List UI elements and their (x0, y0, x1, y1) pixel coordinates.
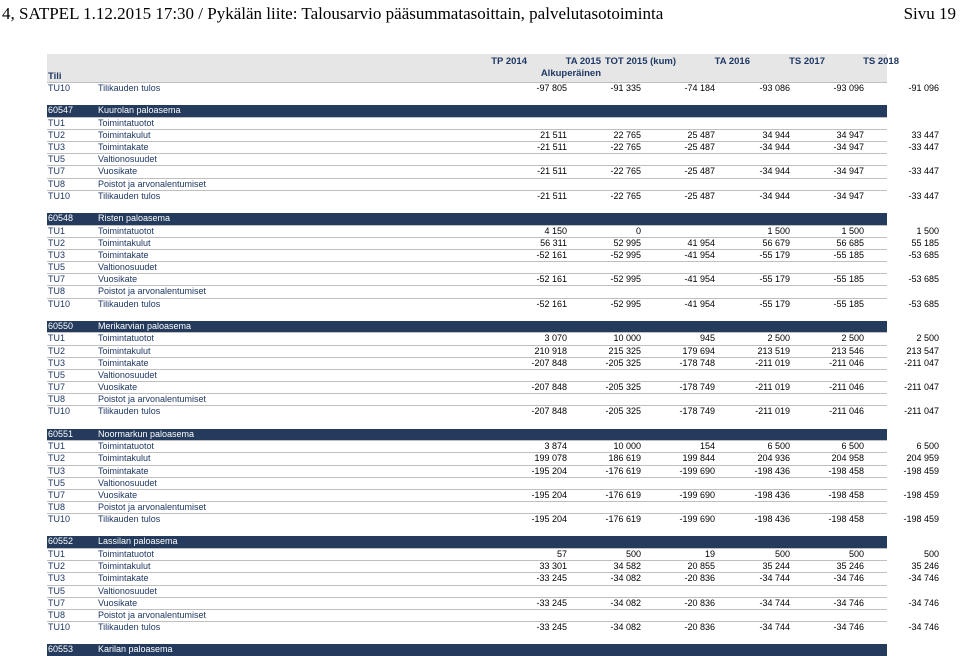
row-label: Poistot ja arvonalentumiset (98, 286, 207, 297)
cell-value: -178 748 (679, 357, 715, 368)
cell-value: 6 500 (916, 441, 939, 452)
table-row (47, 621, 939, 633)
row-label: Toimintakulut (98, 345, 151, 356)
cell-value: -199 690 (679, 489, 715, 500)
table-row (47, 190, 939, 202)
cell-value: -34 746 (833, 573, 864, 584)
section-header (47, 213, 887, 225)
table-row (47, 609, 887, 621)
row-label: Vuosikate (98, 382, 138, 393)
row-label: Tilikauden tulos (98, 190, 161, 201)
row-code: TU10 (48, 514, 71, 525)
cell-value: -211 019 (755, 382, 790, 393)
cell-value: -52 995 (610, 249, 641, 260)
row-code: TU7 (48, 166, 66, 177)
cell-value: -211 019 (755, 406, 790, 417)
cell-value: -25 487 (684, 190, 715, 201)
cell-value: 56 311 (540, 237, 567, 248)
row-code: TU2 (48, 453, 66, 464)
cell-value: 213 519 (757, 345, 790, 356)
cell-value: -34 744 (759, 622, 790, 633)
table-row (47, 572, 939, 584)
table-row (47, 298, 939, 310)
cell-value: -55 179 (759, 298, 790, 309)
table-row (47, 369, 887, 381)
section-code: 60548 (48, 213, 74, 223)
row-label: Tilikauden tulos (98, 298, 161, 309)
cell-value: 56 679 (762, 237, 790, 248)
cell-value: -211 046 (829, 357, 864, 368)
section-code: 60553 (48, 644, 74, 655)
row-code: TU8 (48, 394, 66, 405)
cell-value: 179 694 (682, 345, 715, 356)
row-code: TU2 (48, 345, 66, 356)
table-row (47, 560, 939, 572)
cell-value: 3 874 (544, 441, 567, 452)
table-row (47, 261, 887, 273)
table-row (47, 381, 939, 393)
row-code: TU3 (48, 142, 66, 153)
row-code: TU7 (48, 274, 66, 285)
cell-value: -195 204 (531, 489, 567, 500)
row-label: Vuosikate (98, 597, 138, 608)
cell-value: 34 944 (762, 129, 790, 140)
row-label: Vuosikate (98, 166, 138, 177)
row-label: Valtionosuudet (98, 262, 157, 273)
row-code: TU10 (48, 190, 71, 201)
cell-value: -198 436 (754, 489, 790, 500)
cell-value: 6 500 (767, 441, 790, 452)
cell-value: 34 947 (836, 129, 864, 140)
section-title: Risten paloasema (98, 213, 171, 223)
cell-value: 500 (625, 548, 641, 559)
row-label: Toimintatuotot (98, 117, 155, 128)
cell-value: -198 436 (754, 465, 790, 476)
row-code: TU7 (48, 382, 66, 393)
section-header (47, 536, 887, 548)
cell-value: -53 685 (908, 274, 939, 285)
table-row (47, 141, 939, 153)
cell-value: -178 749 (679, 382, 715, 393)
row-code: TU2 (48, 129, 66, 140)
row-code: TU10 (48, 406, 71, 417)
cell-value: -52 995 (610, 298, 641, 309)
row-code: TU1 (48, 441, 66, 452)
table-row (47, 489, 939, 501)
cell-value: -34 944 (759, 166, 790, 177)
cell-value: -33 245 (536, 573, 567, 584)
row-label: Poistot ja arvonalentumiset (98, 178, 207, 189)
row-code: TU5 (48, 585, 66, 596)
row-label: Toimintatuotot (98, 548, 155, 559)
page-number: Sivu 19 (903, 4, 956, 23)
section-code: 60552 (48, 536, 74, 547)
cell-value: -52 161 (536, 298, 567, 309)
cell-value: 57 (556, 548, 567, 559)
cell-value: -34 944 (759, 190, 790, 201)
table-row (47, 178, 887, 190)
cell-value: -52 161 (536, 274, 567, 285)
cell-value: 500 (923, 548, 939, 559)
cell-value: -211 047 (904, 382, 939, 393)
cell-value: -34 744 (759, 573, 790, 584)
cell-value: -22 765 (610, 142, 641, 153)
cell-value: 35 246 (911, 561, 939, 572)
cell-value: 33 447 (911, 129, 939, 140)
table-row (47, 405, 939, 417)
row-label: Toimintakate (98, 249, 149, 260)
page-header-title: 4, SATPEL 1.12.2015 17:30 / Pykälän liite: Talousarvio pääsummatasoittain, palvelutasotoiminta (2, 4, 664, 23)
cell-value: -41 954 (684, 249, 715, 260)
table-row (47, 465, 939, 477)
cell-value: -91 096 (908, 83, 939, 93)
table-row (47, 501, 887, 513)
cell-value: 34 582 (613, 561, 641, 572)
row-code: TU5 (48, 262, 66, 273)
section-header (47, 321, 887, 333)
row-label: Poistot ja arvonalentumiset (98, 609, 207, 620)
cell-value: 186 619 (608, 453, 641, 464)
cell-value: -199 690 (679, 465, 715, 476)
cell-value: 56 685 (836, 237, 864, 248)
section-title: Karilan paloasema (98, 644, 173, 655)
table-row (47, 477, 887, 489)
cell-value: 35 246 (836, 561, 864, 572)
cell-value: 55 185 (911, 237, 939, 248)
header-col-ts2018: TS 2018 (863, 56, 899, 67)
cell-value: 154 (699, 441, 715, 452)
table-row (47, 249, 939, 261)
row-code: TU3 (48, 573, 66, 584)
cell-value: 204 936 (757, 453, 790, 464)
cell-value: -55 185 (833, 274, 864, 285)
row-code: TU3 (48, 357, 66, 368)
row-label: Vuosikate (98, 489, 138, 500)
table-header (47, 54, 899, 82)
row-label: Toimintakulut (98, 237, 151, 248)
row-code: TU7 (48, 489, 66, 500)
cell-value: 20 855 (687, 561, 715, 572)
cell-value: -55 185 (833, 249, 864, 260)
cell-value: -20 836 (684, 597, 715, 608)
cell-value: 204 958 (831, 453, 864, 464)
cell-value: -74 184 (684, 83, 715, 93)
row-code: TU7 (48, 597, 66, 608)
cell-value: -34 746 (908, 622, 939, 633)
cell-value: -176 619 (605, 489, 641, 500)
cell-value: -52 161 (536, 249, 567, 260)
table-row (47, 273, 939, 285)
row-code: TU1 (48, 548, 66, 559)
cell-value: 204 959 (906, 453, 939, 464)
cell-value: 213 547 (906, 345, 939, 356)
cell-value: 2 500 (841, 333, 864, 344)
section-title: Noormarkun paloasema (98, 428, 195, 439)
row-code: TU10 (48, 622, 71, 633)
row-code: TU1 (48, 225, 66, 236)
cell-value: 52 995 (613, 237, 641, 248)
row-code: TU3 (48, 465, 66, 476)
row-code: TU10 (48, 298, 71, 309)
row-label: Toimintakulut (98, 129, 151, 140)
cell-value: 25 487 (687, 129, 715, 140)
cell-value: 1 500 (916, 225, 939, 236)
cell-value: -205 325 (605, 382, 641, 393)
page-header (0, 4, 958, 28)
cell-value: -41 954 (684, 274, 715, 285)
table-row (47, 82, 939, 94)
table-row (47, 440, 939, 452)
row-label: Vuosikate (98, 274, 138, 285)
cell-value: -34 944 (759, 142, 790, 153)
cell-value: -93 086 (759, 83, 790, 93)
cell-value: -211 019 (755, 357, 790, 368)
cell-value: -20 836 (684, 573, 715, 584)
row-label: Toimintakulut (98, 561, 151, 572)
cell-value: -211 046 (829, 406, 864, 417)
row-code: TU8 (48, 502, 66, 513)
cell-value: -93 096 (833, 83, 864, 93)
cell-value: 213 546 (831, 345, 864, 356)
row-code: TU5 (48, 154, 66, 165)
section-code: 60547 (48, 105, 74, 116)
cell-value: -22 765 (610, 166, 641, 177)
budget-table (47, 54, 939, 656)
row-label: Toimintakate (98, 465, 149, 476)
cell-value: -25 487 (684, 142, 715, 153)
cell-value: -198 458 (828, 514, 864, 525)
cell-value: 10 000 (613, 333, 641, 344)
cell-value: 500 (848, 548, 864, 559)
cell-value: -178 749 (679, 406, 715, 417)
row-label: Toimintakulut (98, 453, 151, 464)
cell-value: 2 500 (767, 333, 790, 344)
cell-value: -33 447 (908, 166, 939, 177)
cell-value: -198 459 (903, 465, 939, 476)
cell-value: -55 179 (759, 274, 790, 285)
table-row (47, 452, 939, 464)
row-code: TU5 (48, 369, 66, 380)
cell-value: -211 047 (904, 357, 939, 368)
table-row (47, 345, 939, 357)
cell-value: -97 805 (536, 83, 567, 93)
table-row (47, 548, 939, 560)
cell-value: -52 995 (610, 274, 641, 285)
section-code: 60551 (48, 428, 74, 439)
cell-value: 21 511 (540, 129, 567, 140)
row-label: Poistot ja arvonalentumiset (98, 394, 207, 405)
cell-value: -34 746 (833, 597, 864, 608)
cell-value: -25 487 (684, 166, 715, 177)
cell-value: 33 301 (539, 561, 567, 572)
row-label: Toimintatuotot (98, 441, 155, 452)
row-code: TU8 (48, 286, 66, 297)
cell-value: -21 511 (537, 142, 567, 153)
cell-value: -205 325 (605, 357, 641, 368)
cell-value: 2 500 (916, 333, 939, 344)
cell-value: -55 179 (759, 249, 790, 260)
cell-value: 19 (704, 548, 715, 559)
row-label: Valtionosuudet (98, 585, 157, 596)
row-label: Toimintakate (98, 357, 149, 368)
table-row (47, 153, 887, 165)
cell-value: -199 690 (679, 514, 715, 525)
cell-value: -205 325 (605, 406, 641, 417)
cell-value: -34 746 (908, 573, 939, 584)
table-row (47, 129, 939, 141)
cell-value: 10 000 (613, 441, 641, 452)
cell-value: 41 954 (687, 237, 715, 248)
cell-value: -176 619 (605, 514, 641, 525)
cell-value: -55 185 (833, 298, 864, 309)
cell-value: -176 619 (605, 465, 641, 476)
section-title: Kuurolan paloasema (98, 105, 181, 116)
cell-value: -207 848 (531, 382, 567, 393)
cell-value: -34 082 (610, 597, 641, 608)
header-col-ta2016: TA 2016 (714, 56, 750, 67)
row-label: Valtionosuudet (98, 154, 157, 165)
cell-value: 500 (774, 548, 790, 559)
cell-value: -53 685 (908, 298, 939, 309)
cell-value: -198 458 (828, 489, 864, 500)
row-label: Toimintatuotot (98, 333, 155, 344)
cell-value: -22 765 (610, 190, 641, 201)
section-code: 60550 (48, 320, 74, 331)
cell-value: -207 848 (531, 357, 567, 368)
row-label: Poistot ja arvonalentumiset (98, 502, 207, 513)
cell-value: 215 325 (608, 345, 641, 356)
cell-value: -34 082 (610, 573, 641, 584)
table-row (47, 332, 939, 344)
cell-value: -91 335 (610, 83, 641, 93)
section-header (47, 644, 887, 656)
table-row (47, 597, 939, 609)
cell-value: -33 245 (536, 622, 567, 633)
cell-value: -34 947 (833, 142, 864, 153)
section-title: Lassilan paloasema (98, 536, 178, 547)
row-code: TU2 (48, 237, 66, 248)
table-row (47, 225, 939, 237)
table-row (47, 513, 939, 525)
cell-value: 1 500 (767, 225, 790, 236)
cell-value: 6 500 (841, 441, 864, 452)
header-col-tot2015: TOT 2015 (kum) (604, 56, 676, 67)
cell-value: -198 436 (754, 514, 790, 525)
cell-value: -34 082 (610, 622, 641, 633)
cell-value: -33 447 (908, 190, 939, 201)
cell-value: 199 078 (534, 453, 567, 464)
table-row (47, 285, 887, 297)
section-header (47, 429, 887, 441)
header-col-ts2017: TS 2017 (789, 56, 825, 67)
cell-value: -53 685 (908, 249, 939, 260)
row-code: TU1 (48, 117, 66, 128)
table-row (47, 117, 887, 129)
row-code: TU2 (48, 561, 66, 572)
row-label: Valtionosuudet (98, 369, 157, 380)
cell-value: -33 447 (908, 142, 939, 153)
cell-value: -34 746 (833, 622, 864, 633)
table-row (47, 357, 939, 369)
cell-value: -211 047 (904, 406, 939, 417)
row-label: Tilikauden tulos (98, 83, 161, 93)
cell-value: 3 070 (544, 333, 567, 344)
row-code: TU3 (48, 249, 66, 260)
cell-value: 199 844 (682, 453, 715, 464)
row-label: Toimintakate (98, 142, 149, 153)
header-col-ta2015: TA 2015 (565, 56, 601, 67)
row-label: Tilikauden tulos (98, 406, 161, 417)
cell-value: -198 458 (828, 465, 864, 476)
table-row (47, 165, 939, 177)
row-label: Toimintatuotot (98, 225, 155, 236)
cell-value: 210 918 (534, 345, 567, 356)
cell-value: 0 (635, 225, 641, 236)
cell-value: -41 954 (684, 298, 715, 309)
table-row (47, 237, 939, 249)
row-code: TU1 (48, 333, 66, 344)
cell-value: -195 204 (531, 514, 567, 525)
cell-value: -33 245 (536, 597, 567, 608)
cell-value: -20 836 (684, 622, 715, 633)
row-code: TU5 (48, 477, 66, 488)
cell-value: -21 511 (537, 166, 567, 177)
section-header (47, 105, 887, 117)
header-col-tp2014: TP 2014 (491, 56, 527, 67)
row-code: TU10 (48, 83, 71, 93)
cell-value: 945 (699, 333, 715, 344)
cell-value: 1 500 (841, 225, 864, 236)
row-label: Toimintakate (98, 573, 149, 584)
header-subcol-alkuperainen: Alkuperäinen (540, 68, 601, 79)
table-row (47, 585, 887, 597)
row-code: TU8 (48, 609, 66, 620)
cell-value: 4 150 (544, 225, 567, 236)
cell-value: -34 947 (833, 190, 864, 201)
cell-value: -198 459 (903, 489, 939, 500)
row-code: TU8 (48, 178, 66, 189)
cell-value: -21 511 (537, 190, 567, 201)
cell-value: -195 204 (531, 465, 567, 476)
cell-value: 22 765 (613, 129, 641, 140)
section-title: Merikarvian paloasema (98, 320, 192, 331)
row-label: Tilikauden tulos (98, 514, 161, 525)
cell-value: 35 244 (762, 561, 790, 572)
cell-value: -198 459 (903, 514, 939, 525)
cell-value: -211 046 (829, 382, 864, 393)
cell-value: -207 848 (531, 406, 567, 417)
row-label: Tilikauden tulos (98, 622, 161, 633)
cell-value: -34 744 (759, 597, 790, 608)
cell-value: -34 947 (833, 166, 864, 177)
table-row (47, 393, 887, 405)
cell-value: -34 746 (908, 597, 939, 608)
header-tili: Tili (48, 71, 62, 82)
row-label: Valtionosuudet (98, 477, 157, 488)
